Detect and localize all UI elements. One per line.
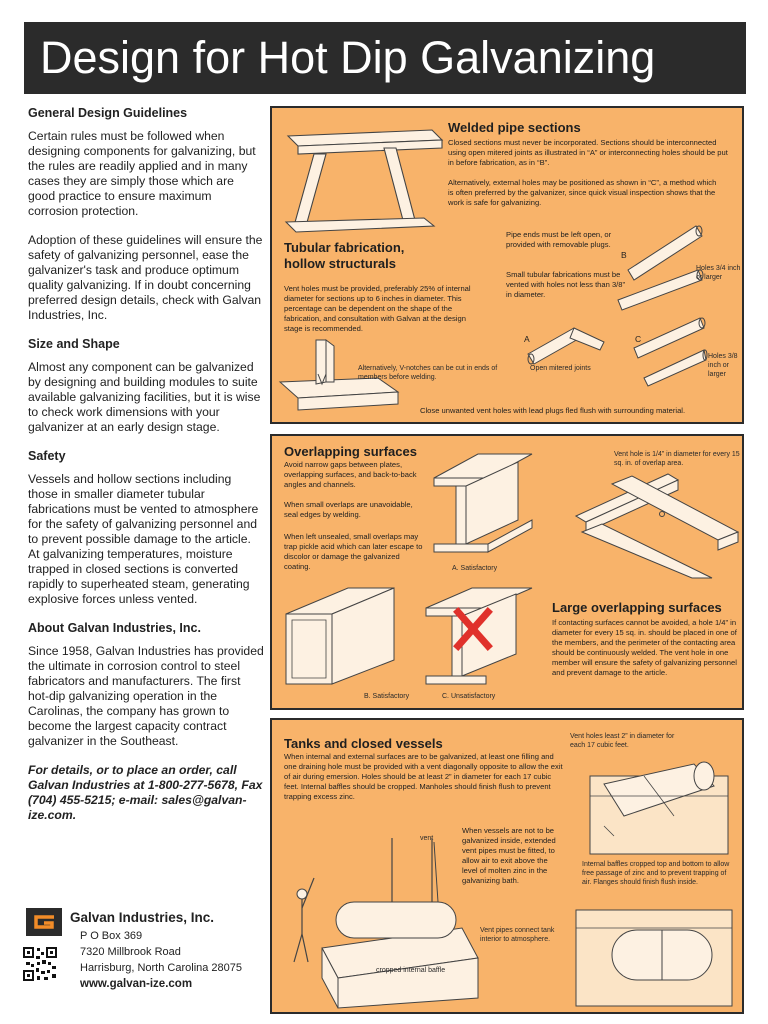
size-paragraph: Almost any component can be galvanized by designing and building modules to suite available galvanizing facilities, but it is wise to check work dimensions with your galvanizer at an early design stage.	[28, 360, 261, 434]
caption-a: A. Satisfactory	[452, 565, 498, 572]
welded-pipe-text-1: Closed sections must never be incorporated. Sections should be interconnected using open mitered joints as illustrated in “A” or interconnecting holes should be put in before fabrication, as in “B”.	[448, 138, 728, 167]
label-c: C	[635, 334, 642, 344]
i-beam-a-illustration	[428, 448, 538, 566]
tubular-text: Vent holes must be provided, preferably 25% of internal diameter for sections up to 6 inches in diameter. This percentage can be dependent on the shape of the fabrication, and consultation with Galvan at the design stage is recommended.	[284, 284, 471, 333]
close-vent-footer: Close unwanted vent holes with lead plugs fled flush with surrounding material.	[420, 406, 686, 415]
vent-hole-note: Vent hole is 1/4” in diameter for every 15 sq. in. of overlap area.	[614, 451, 740, 467]
page-title: Design for Hot Dip Galvanizing	[40, 32, 656, 83]
pipe-ends-note: Pipe ends must be left open, or provided with removable plugs.	[506, 230, 612, 249]
welded-pipe-title: Welded pipe sections	[448, 120, 581, 135]
website-link[interactable]: www.galvan-ize.com	[80, 978, 193, 990]
large-overlap-text: If contacting surfaces cannot be avoided, a hole 1/4” in diameter for every 15 sq. in. should be placed in one of the members, and the perimeter of the contacting area should be continuously welded. The vent hole in one member will ensure the safety of galvanizing personnel and prevent damage to the article.	[552, 618, 737, 677]
pipe-joints-illustration	[508, 218, 708, 388]
label-b: B	[621, 250, 627, 260]
large-overlap-title: Large overlapping surfaces	[552, 600, 722, 615]
overlapping-text-1: Avoid narrow gaps between plates, overlapping surfaces, and back-to-back angles and channels.	[284, 460, 417, 489]
po-box: P O Box 369	[80, 930, 143, 942]
general-heading: General Design Guidelines	[28, 106, 188, 120]
overlapping-text-2: When small overlaps are unavoidable, seal edges by welding.	[284, 500, 413, 519]
caption-b: B. Satisfactory	[364, 693, 410, 700]
company-address	[80, 928, 242, 992]
company-block	[22, 904, 272, 1004]
vent-pipes-note: Vent pipes connect tank interior to atmosphere.	[480, 927, 555, 943]
i-beam-c-illustration	[422, 584, 542, 692]
title-banner	[24, 22, 746, 94]
vent-label: vent	[420, 835, 434, 842]
not-galvanized-note: When vessels are not to be galvanized inside, extended vent pipes must be fitted, to allow air to exit above the level of molten zinc in the galvanizing bath.	[462, 826, 556, 885]
holes-38-note: Holes 3/8 inch or larger	[708, 353, 738, 378]
cross-member-illustration	[572, 470, 742, 580]
vent-holes-note: Vent holes least 2” in diameter for each 17 cubic feet.	[570, 733, 675, 749]
safety-paragraph: Vessels and hollow sections including those in smaller diameter tubular fabrications must be vented to atmosphere for the safety of galvanizing personnel and to prevent possible damage to the article. At galvanizing temperatures, moisture trapped in closed sections is converted rapidly to superheated steam, generating explosive forces unless vented.	[28, 472, 259, 606]
tanks-title: Tanks and closed vessels	[284, 736, 443, 751]
general-paragraph-1: Certain rules must be followed when designing components for galvanizing, but the rules are readily applied and in many cases they are simply those which are good practice to ensure maximum corrosion protection.	[28, 129, 256, 218]
cropped-baffle-label: cropped internal baffle	[376, 967, 446, 974]
holes-34-note: Holes 3/4 inch or larger	[696, 265, 741, 281]
company-name: Galvan Industries, Inc.	[70, 910, 215, 925]
tubular-title: Tubular fabrication, hollow structurals	[284, 240, 405, 271]
overlapping-text-3: When left unsealed, small overlaps may trap pickle acid which can later escape to discolor or damage the galvanized coating.	[284, 532, 423, 571]
about-paragraph: Since 1958, Galvan Industries has provided the ultimate in corrosion control to steel fabricators and manufacturers. The first hot-dip galvanizing operation in the Carolinas, the company has grown to become the largest capacity contract galvanizer in the Southeast.	[28, 644, 264, 748]
panel-tanks	[270, 718, 744, 1014]
overlapping-title: Overlapping surfaces	[284, 444, 417, 459]
welded-pipe-text-2: Alternatively, external holes may be positioned as shown in “C”, a method which is often preferred by the galvanizer, since quick visual inspection shows that the work is safe for galvanizing.	[448, 178, 717, 207]
v-notch-note: Alternatively, V-notches can be cut in ends of members before welding.	[358, 365, 498, 381]
qr-code-icon	[22, 940, 58, 988]
panel-overlapping	[270, 434, 744, 710]
worker-dipping-illustration	[282, 838, 482, 1010]
left-column	[28, 106, 264, 837]
small-tubular-note: Small tubular fabrications must be vented with holes not less than 3/8” in diameter.	[506, 270, 626, 299]
tank-baffle-illustration	[572, 906, 736, 1010]
tank-bath-illustration	[584, 756, 734, 856]
panel-welded-pipe	[270, 106, 744, 424]
truss-frame-illustration	[284, 126, 446, 238]
mitered-joints-note: Open mitered joints	[530, 365, 591, 372]
street-address: 7320 Millbrook Road	[80, 946, 181, 958]
general-paragraph-2: Adoption of these guidelines will ensure the safety of galvanizing personnel, ease the galvanizer's task and produce optimum quality galvanizing. If in doubt concerning preferred design details, check with Galvan Industries, Inc.	[28, 233, 263, 322]
size-heading: Size and Shape	[28, 337, 120, 351]
safety-heading: Safety	[28, 449, 66, 463]
caption-c: C. Unsatisfactory	[442, 693, 496, 700]
galvan-logo-icon	[26, 908, 62, 936]
tanks-text: When internal and external surfaces are to be galvanized, at least one filling and one draining hole must be provided with a vent diagonally opposite to allow the exit of air during emersion. Holes should be at least 2” in diameter for each 17 cubic feet. Internal baffles should be cropped. Manholes should finish flush to prevent trapping excess zinc.	[284, 752, 563, 801]
box-section-b-illustration	[278, 584, 398, 692]
baffles-note: Internal baffles cropped top and bottom to allow free passage of zinc and to prevent trapping of air. Flanges should finish flush inside.	[582, 861, 730, 886]
label-a: A	[524, 334, 530, 344]
about-heading: About Galvan Industries, Inc.	[28, 621, 201, 635]
city-address: Harrisburg, North Carolina 28075	[80, 962, 243, 974]
contact-callout: For details, or to place an order, call Galvan Industries at 1-800-277-5678, Fax (704) 455-5215; e-mail: sales@galvan-ize.com.	[28, 763, 263, 822]
